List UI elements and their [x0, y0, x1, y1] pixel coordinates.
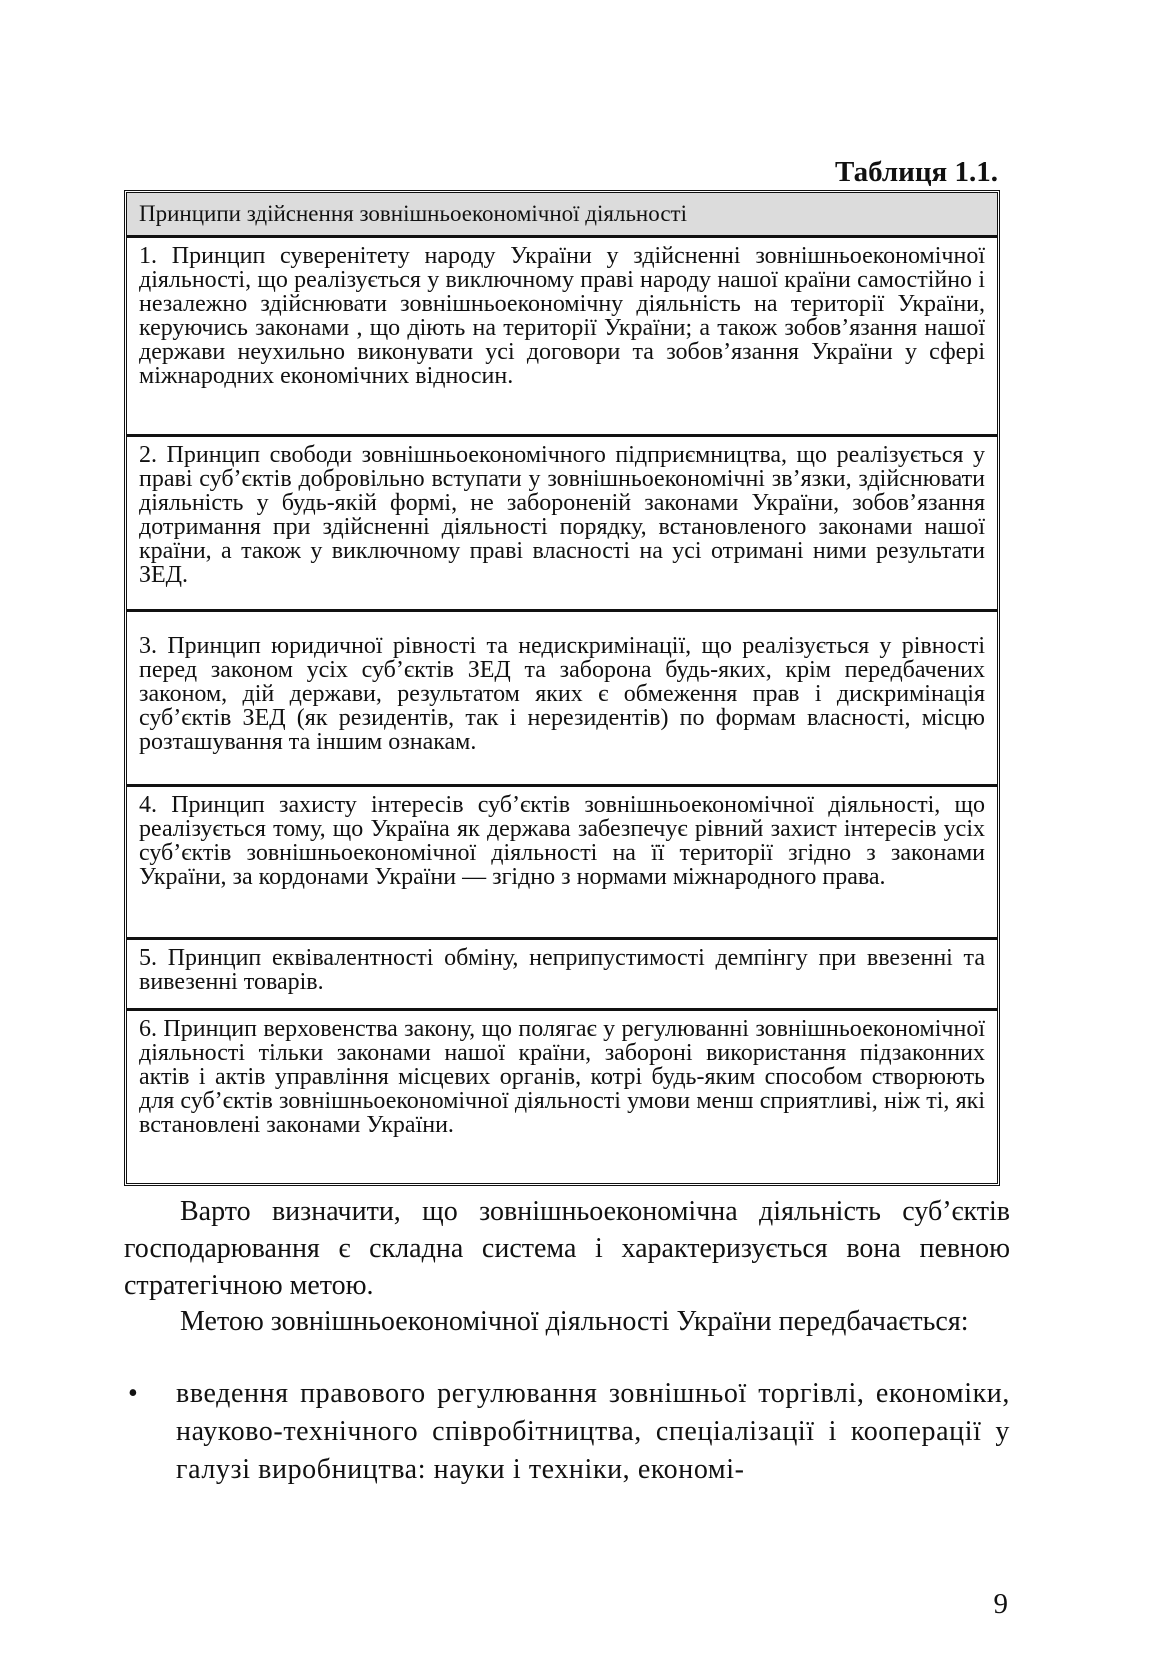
page-number: 9: [993, 1588, 1008, 1620]
table-row: 4. Принцип захисту інтересів суб’єктів зовнішньоекономічної діяльності, що реалізується тому, що Україна як держава забезпечує рівний захист інтересів усіх суб’єктів зовнішньоекономічної діяльності на її території згідно з законами України, за кордонами України — згідно з нормами міжнародного права.: [127, 787, 997, 940]
table-row: 5. Принцип еквівалентності обміну, неприпустимості демпінгу при ввезенні та вивезенні товарів.: [127, 940, 997, 1011]
body-paragraph: Метою зовнішньоекономічної діяльності України передбачається:: [180, 1306, 969, 1337]
bullet-text: введення правового регулювання зовнішньої торгівлі, економіки, науково-технічного співробітництва, спеціалізації і кооперації у галузі виробництва: науки і техніки, економі-: [176, 1378, 1010, 1485]
table-row: 2. Принцип свободи зовнішньоекономічного підприємництва, що реалізується у праві суб’єктів добровільно вступати у зовнішньоекономічні зв’язки, здійснювати діяльність у будь-якій формі, не забороненій законами України, зобов’язання дотримання при здійсненні діяльності порядку, встановленого законами нашої країни, а також у виключному праві власності на усі отримані ними результати ЗЕД.: [127, 437, 997, 612]
table-row: 6. Принцип верховенства закону, що полягає у регулюванні зовнішньоекономічної діяльності тільки законами нашої країни, забороні використання підзаконних актів і актів управління місцевих органів, котрі будь-яким способом створюють для суб’єктів зовнішньоекономічної діяльності умови менш сприятливі, ніж ті, які встановлені законами України.: [139, 1016, 985, 1138]
principles-table: [124, 190, 1000, 1186]
table-row: 1. Принцип суверенітету народу України у здійсненні зовнішньоекономічної діяльності, що реалізується у виключному праві народу нашої країни самостійно і незалежно здійснювати зовнішньоекономічну діяльність на території України, керуючись законами , що діють на території України; а також зобов’язання нашої держави неухильно виконувати усі договори та зобов’язання України у сфері міжнародних економічних відносин.: [127, 238, 997, 437]
bullet-icon: •: [128, 1378, 138, 1409]
table-row: 3. Принцип юридичної рівності та недискримінації, що реалізується у рівності перед законом усіх суб’єктів ЗЕД та заборона будь-яких, крім передбачених законом, дій держави, результатом яких є обмеження прав і дискримінація суб’єктів ЗЕД (як резидентів, так і нерезидентів) по формам власності, місцю розташування та іншим ознакам.: [127, 612, 997, 787]
bullet-list-item: [124, 1375, 1010, 1489]
table-header: Принципи здійснення зовнішньоекономічної діяльності: [127, 193, 997, 238]
body-paragraph: Варто визначити, що зовнішньоекономічна діяльність суб’єктів господарювання є складна система і характеризується вона певною стратегічною метою.: [124, 1196, 1010, 1301]
table-caption: Таблиця 1.1.: [834, 156, 998, 188]
